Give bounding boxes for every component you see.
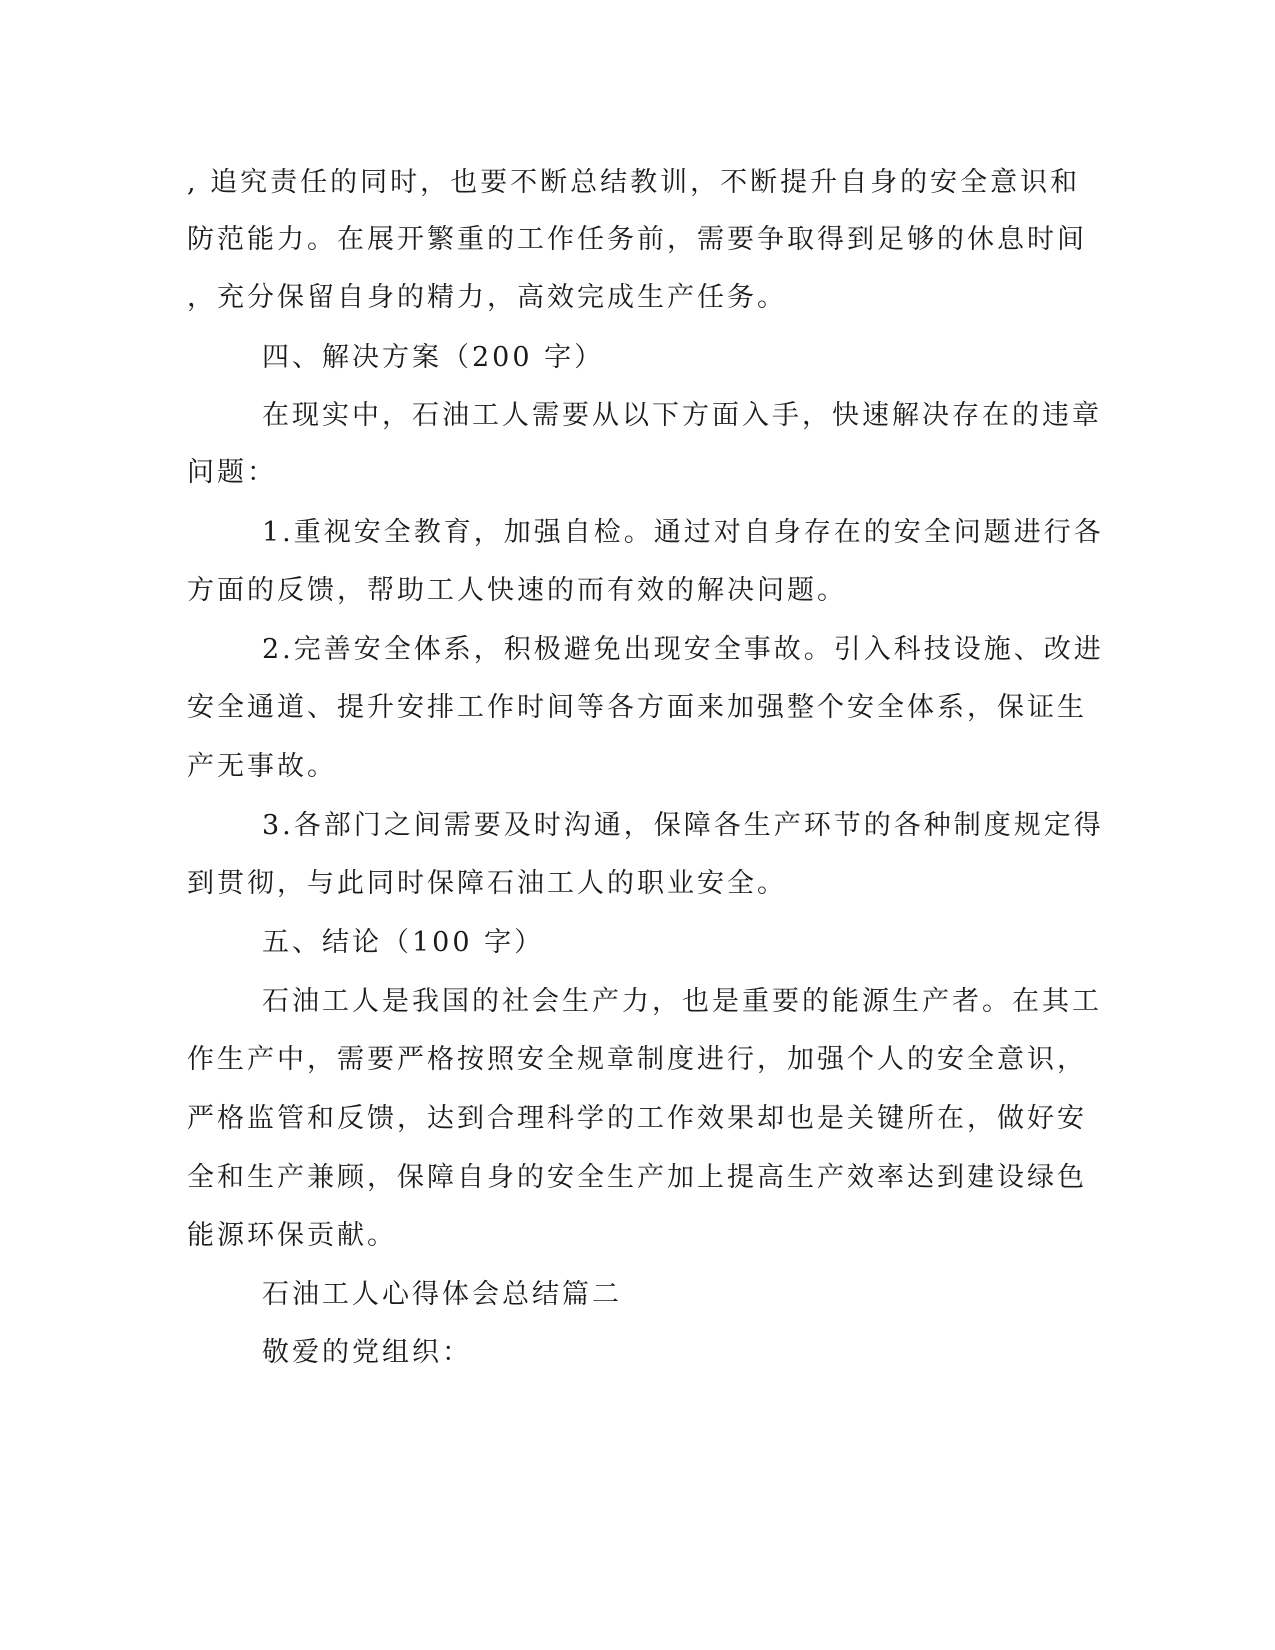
section-heading: 五、结论（100 字） (262, 927, 545, 958)
list-item-line: 到贯彻，与此同时保障石油工人的职业安全。 (187, 868, 787, 899)
body-line: 问题： (187, 457, 277, 488)
body-line: 严格监管和反馈，达到合理科学的工作效果却也是关键所在，做好安 (187, 1103, 1087, 1134)
article-title: 石油工人心得体会总结篇二 (262, 1279, 622, 1310)
salutation: 敬爱的党组织： (262, 1337, 472, 1368)
body-line: 防范能力。在展开繁重的工作任务前，需要争取得到足够的休息时间 (187, 224, 1087, 255)
body-line: ，充分保留自身的精力，高效完成生产任务。 (187, 282, 787, 313)
body-line: 全和生产兼顾，保障自身的安全生产加上提高生产效率达到建设绿色 (187, 1162, 1087, 1193)
body-line: 在现实中，石油工人需要从以下方面入手，快速解决存在的违章 (262, 400, 1102, 431)
body-line: 作生产中，需要严格按照安全规章制度进行，加强个人的安全意识， (187, 1044, 1087, 1075)
list-item-line: 方面的反馈，帮助工人快速的而有效的解决问题。 (187, 575, 847, 606)
section-heading: 四、解决方案（200 字） (262, 342, 605, 373)
body-line: , 追究责任的同时，也要不断总结教训，不断提升自身的安全意识和 (187, 167, 1081, 198)
list-item-line: 2.完善安全体系，积极避免出现安全事故。引入科技设施、改进 (262, 634, 1104, 665)
list-item-line: 3.各部门之间需要及时沟通，保障各生产环节的各种制度规定得 (262, 810, 1104, 841)
list-item-line: 产无事故。 (187, 751, 337, 782)
body-line: 能源环保贡献。 (187, 1220, 397, 1251)
list-item-line: 1.重视安全教育，加强自检。通过对自身存在的安全问题进行各 (262, 517, 1104, 548)
list-item-line: 安全通道、提升安排工作时间等各方面来加强整个安全体系，保证生 (187, 692, 1087, 723)
body-line: 石油工人是我国的社会生产力，也是重要的能源生产者。在其工 (262, 986, 1102, 1017)
